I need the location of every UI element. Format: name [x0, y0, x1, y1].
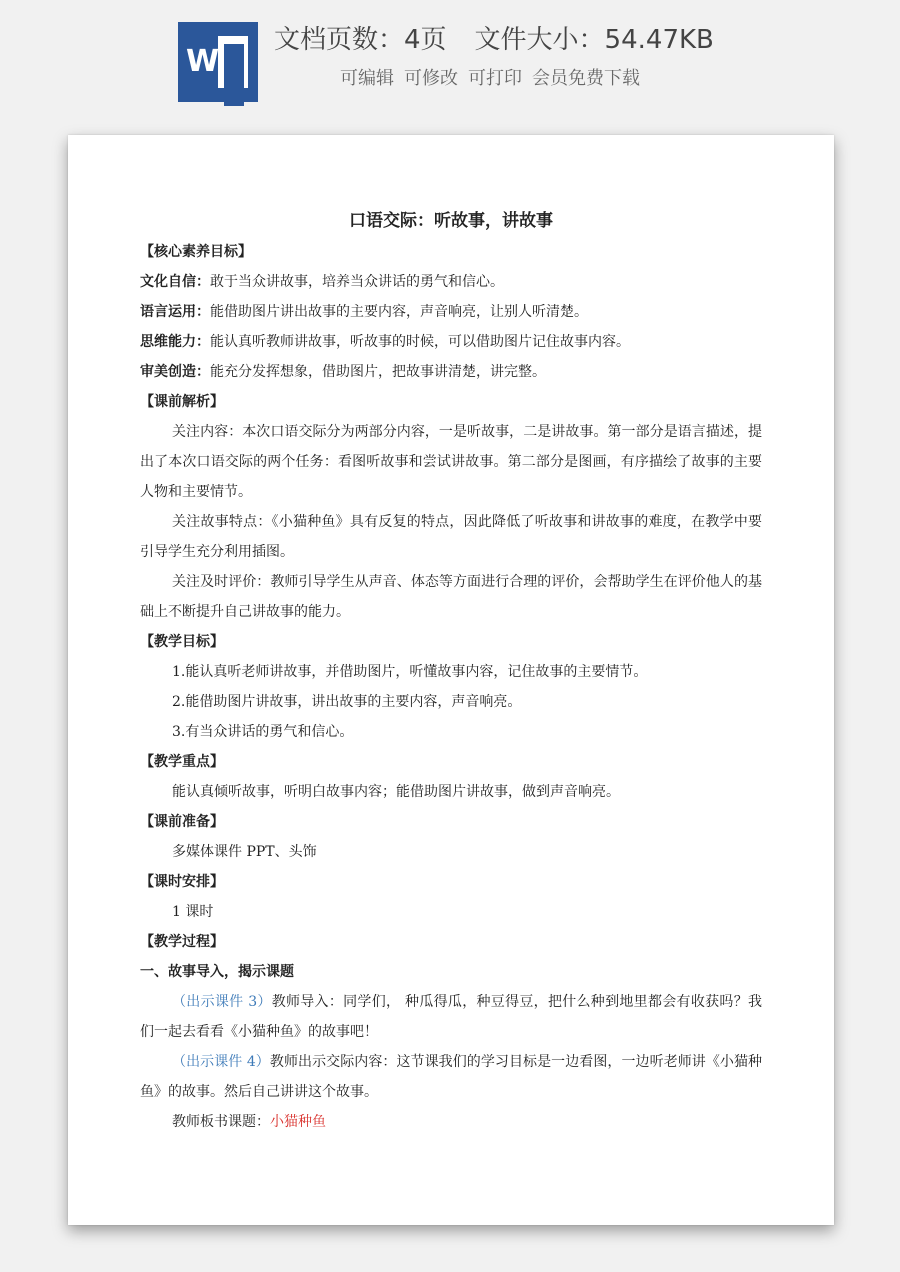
preparation-text: 多媒体课件 PPT、头饰 [172, 844, 317, 860]
core-goal-item [140, 357, 762, 387]
core-goal-text: 敢于当众讲故事，培养当众讲话的勇气和信心。 [210, 274, 504, 290]
section-heading-core-goals: 【核心素养目标】 [140, 244, 252, 260]
core-goal-item [140, 297, 762, 327]
feature-list [340, 64, 840, 94]
core-goal-label: 审美创造： [140, 364, 210, 380]
schedule-text: 1 课时 [172, 904, 214, 920]
step-paragraph-text: 教师导入：同学们， 种瓜得瓜，种豆得豆，把什么种到地里都会有收获吗？我们一起去看看《小猫种鱼》的故事吧！ [140, 994, 763, 1040]
section-heading-schedule: 【课时安排】 [140, 874, 224, 890]
step-heading: 一、故事导入，揭示课题 [140, 964, 294, 980]
core-goal-label: 文化自信： [140, 274, 210, 290]
section-heading-teaching-goals: 【教学目标】 [140, 634, 224, 650]
analysis-paragraph: 关注及时评价：教师引导学生从声音、体态等方面进行合理的评价，会帮助学生在评价他人的基础上不断提升自己讲故事的能力。 [140, 574, 762, 620]
section-heading-preparation: 【课前准备】 [140, 814, 224, 830]
core-goal-label: 思维能力： [140, 334, 210, 350]
board-title-value: 小猫种鱼 [270, 1114, 326, 1130]
core-goal-label: 语言运用： [140, 304, 210, 320]
core-goal-item [140, 267, 762, 297]
feature-printable: 可打印 [468, 68, 522, 89]
board-title-line [140, 1107, 762, 1137]
slide-tag: （出示课件 4） [172, 1054, 270, 1070]
file-size: 文件大小：54.47KB [474, 25, 714, 55]
feature-modifiable: 可修改 [404, 68, 458, 89]
core-goal-text: 能借助图片讲出故事的主要内容，声音响亮，让别人听清楚。 [210, 304, 588, 320]
step-paragraph [140, 1047, 762, 1107]
feature-editable: 可编辑 [340, 68, 394, 89]
download-banner [0, 0, 900, 130]
section-heading-analysis: 【课前解析】 [140, 394, 224, 410]
document-title: 口语交际：听故事，讲故事 [349, 211, 553, 231]
core-goal-text: 能充分发挥想象，借助图片，把故事讲清楚，讲完整。 [210, 364, 546, 380]
analysis-paragraph: 关注内容：本次口语交际分为两部分内容，一是听故事，二是讲故事。第一部分是语言描述，提出了本次口语交际的两个任务：看图听故事和尝试讲故事。第二部分是图画，有序描绘了故事的主要人物和主要情节。 [140, 424, 762, 500]
file-info [274, 20, 874, 60]
word-icon-letter: W [186, 44, 220, 79]
document-content [140, 205, 762, 1137]
section-heading-key-points: 【教学重点】 [140, 754, 224, 770]
step-paragraph [140, 987, 762, 1047]
step-paragraph-text: 教师出示交际内容：这节课我们的学习目标是一边看图，一边听老师讲《小猫种鱼》的故事。然后自己讲讲这个故事。 [140, 1054, 763, 1100]
document-page [68, 135, 834, 1225]
teaching-goal-item: 2.能借助图片讲故事，讲出故事的主要内容，声音响亮。 [172, 694, 522, 710]
section-heading-process: 【教学过程】 [140, 934, 224, 950]
teaching-goal-item: 1.能认真听老师讲故事，并借助图片，听懂故事内容，记住故事的主要情节。 [172, 664, 648, 680]
word-document-icon [178, 22, 258, 102]
page-count: 文档页数：4页 [274, 25, 447, 55]
core-goal-item [140, 327, 762, 357]
key-points-text: 能认真倾听故事，听明白故事内容；能借助图片讲故事，做到声音响亮。 [172, 784, 620, 800]
core-goal-text: 能认真听教师讲故事，听故事的时候，可以借助图片记住故事内容。 [210, 334, 630, 350]
slide-tag: （出示课件 3） [172, 994, 272, 1010]
analysis-paragraph: 关注故事特点：《小猫种鱼》具有反复的特点，因此降低了听故事和讲故事的难度，在教学中要引导学生充分利用插图。 [140, 514, 762, 560]
teaching-goal-item: 3.有当众讲话的勇气和信心。 [172, 724, 354, 740]
board-title-label: 教师板书课题： [172, 1114, 270, 1130]
feature-member-download: 会员免费下载 [532, 68, 640, 89]
